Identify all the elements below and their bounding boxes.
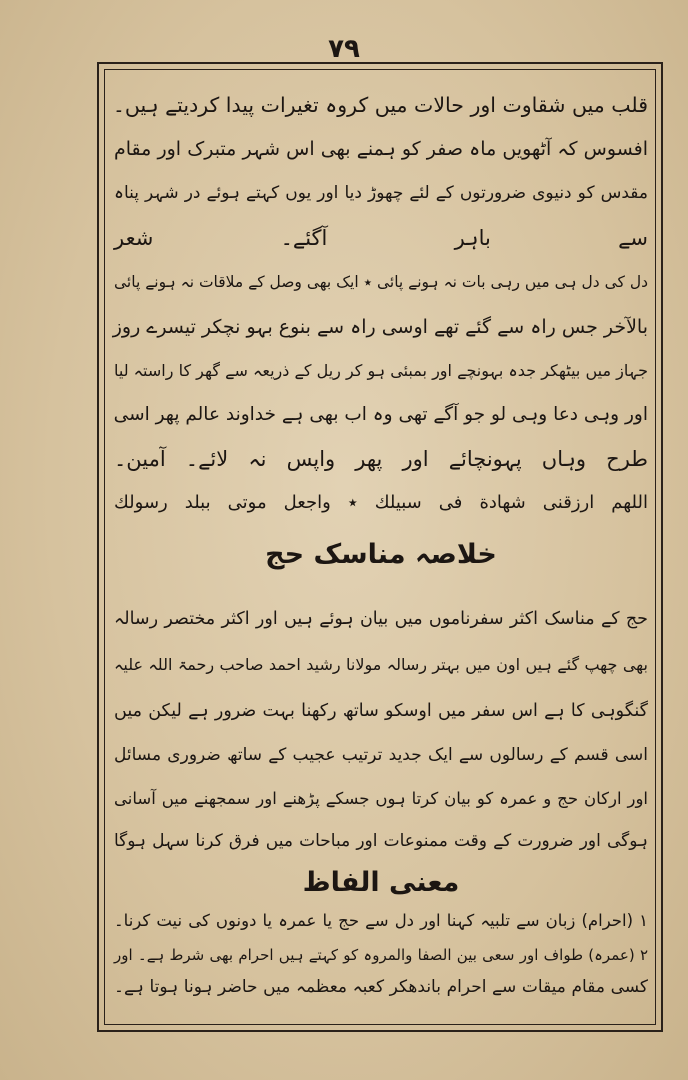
text-line: بالآخر جس راہ سے گئے تھے اوسی راہ سے بنوع بہو نچکر تیسرے روز bbox=[112, 316, 648, 338]
definition-line: ۲ (عمرہ) طواف اور سعی بین الصفا والمروہ کو کہتے ہیں احرام بھی شرط ہے۔ اور bbox=[114, 946, 648, 964]
text-line: قلب میں شقاوت اور حالات میں کروہ تغیرات پیدا کردیتے ہیں۔ bbox=[112, 93, 648, 117]
text-line: سے باہر آگئے۔ شعر bbox=[114, 226, 648, 250]
definition-line: کسی مقام میقات سے احرام باندھکر کعبہ معظمہ میں حاضر ہونا ہوتا ہے۔ bbox=[114, 977, 648, 997]
text-line: حج کے مناسک اکثر سفرناموں میں بیان ہوئے ہیں اور اکثر مختصر رسالہ bbox=[114, 609, 648, 629]
section-heading: معنی الفاظ bbox=[302, 867, 460, 898]
text-line: ہوگی اور ضرورت کے وقت ممنوعات اور مباحات میں فرق کرنا سہل ہوگا bbox=[114, 831, 648, 851]
text-line: گنگوہی کا ہے اس سفر میں اوسکو ساتھ رکھنا بہت ضرور ہے لیکن میں bbox=[114, 701, 648, 721]
section-heading: خلاصہ مناسک حج bbox=[265, 539, 497, 570]
text-line: بھی چھپ گئے ہیں اون میں بہتر رسالہ مولانا رشید احمد صاحب رحمۃ اللہ علیہ bbox=[114, 655, 648, 674]
text-line: افسوس کہ آٹھویں ماہ صفر کو ہمنے بھی اس شہر متبرک اور مقام bbox=[114, 138, 648, 160]
text-line: مقدس کو دنیوی ضرورتوں کے لئے چھوڑ دیا اور یوں کہتے ہوئے در شہر پناہ bbox=[114, 183, 648, 203]
text-line: جہاز میں بیٹھکر جدہ بہونچے اور بمبئی ہو کر ریل کے ذریعہ سے گھر کا راستہ لیا bbox=[114, 361, 648, 380]
prayer-line: اللهم ارزقنی شهادة فی سبیلك ٭ واجعل موتی ببلد رسولك bbox=[114, 492, 648, 513]
text-line: دل کی دل ہی میں رہی بات نہ ہونے پائی ٭ ایک بھی وصل کے ملاقات نہ ہونے پائی bbox=[114, 273, 648, 291]
page-text-block bbox=[108, 84, 654, 1019]
text-line: اسی قسم کے رسالوں سے ایک جدید ترتیب عجیب کے ساتھ ضروری مسائل bbox=[114, 745, 648, 765]
page-number: ۷۹ bbox=[328, 34, 360, 64]
definition-line: ۱ (احرام) زبان سے تلبیہ کہنا اور دل سے حج یا عمرہ یا دونوں کی نیت کرنا۔ bbox=[114, 911, 648, 930]
text-line: طرح وہاں پہونچائے اور پھر واپس نہ لائے۔ آمین۔ bbox=[114, 447, 648, 471]
text-line: اور وہی دعا وہی لو جو آگے تھی وہ اب بھی ہے خداوند عالم پھر اسی bbox=[113, 404, 648, 425]
text-line: اور ارکان حج و عمرہ کو بیان کرتا ہوں جسکے پڑھنے اور سمجھنے میں آسانی bbox=[114, 789, 648, 808]
